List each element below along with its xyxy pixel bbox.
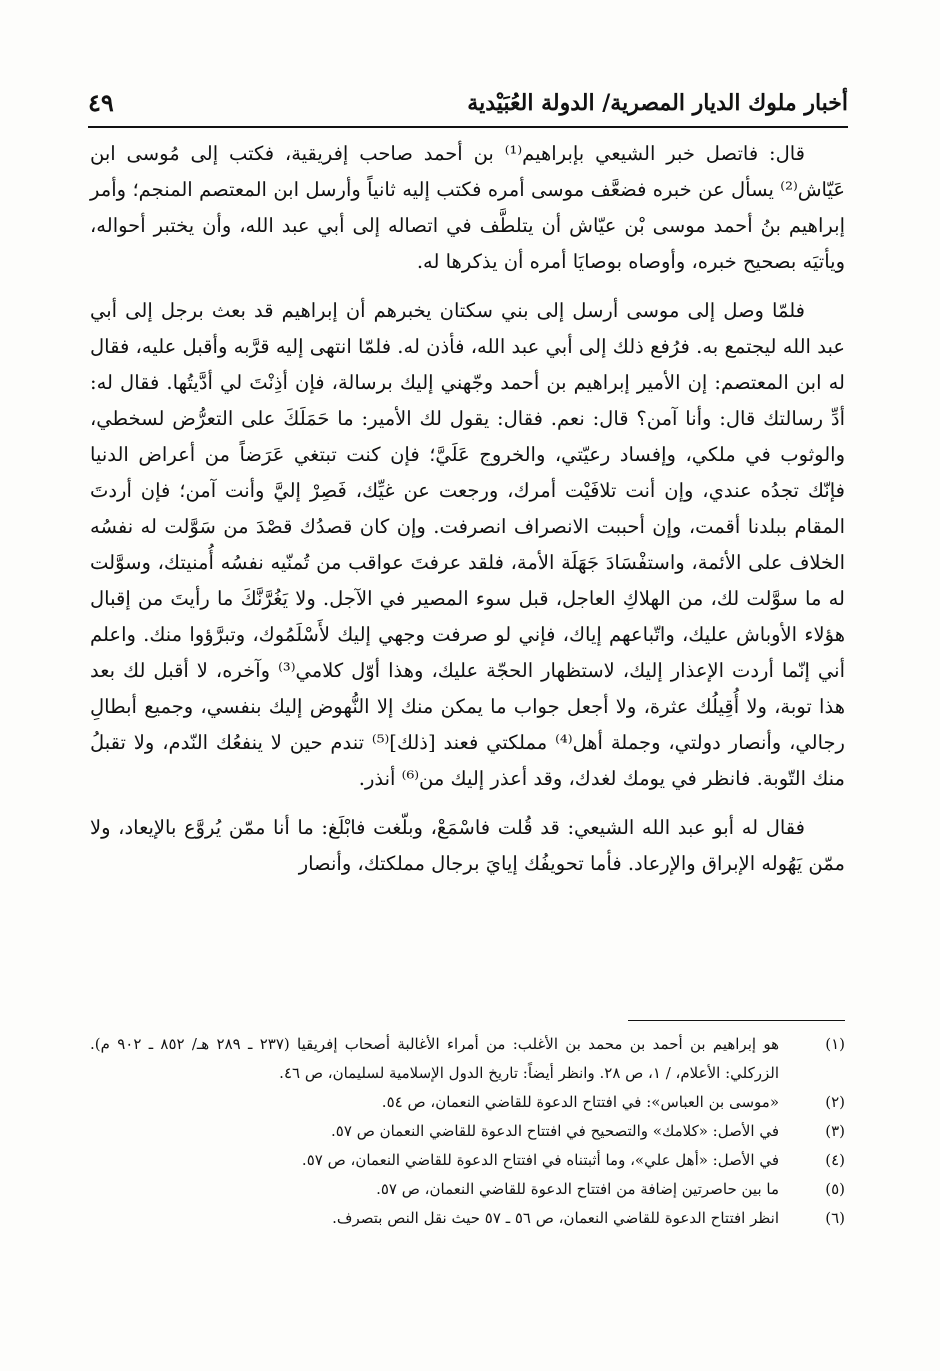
footnote-number: (٣) (825, 1122, 845, 1140)
footnote-3 (90, 1117, 845, 1146)
running-title: أخبار ملوك الديار المصرية/ الدولة العُبَيْدية (467, 90, 848, 116)
footnote-6 (90, 1204, 845, 1233)
footnote-text: هو إبراهيم بن أحمد بن محمد بن الأغلب: من أمراء الأغالبة أصحاب إفريقيا (٢٣٧ ـ ٢٨٩ هـ/ ٨٥٢ ـ ٩٠٢ م). الزركلي: الأعلام، / ١، ص ٢٨. وانظر أيضاً: تاريخ الدول الإسلامية لسليمان، ص ٤٦. (90, 1035, 779, 1082)
footnote-text: «موسى بن العباس»: في افتتاح الدعوة للقاضي النعمان، ص ٥٤. (381, 1093, 779, 1111)
footnote-2 (90, 1088, 845, 1117)
footnote-text: في الأصل: «كلامك» والتصحيح في افتتاح الدعوة للقاضي النعمان ص ٥٧. (331, 1122, 779, 1140)
footnote-1 (90, 1030, 845, 1088)
header-rule (88, 126, 848, 128)
footnote-text: انظر افتتاح الدعوة للقاضي النعمان، ص ٥٦ ـ ٥٧ حيث نقل النص بتصرف. (332, 1209, 779, 1227)
footnote-5 (90, 1175, 845, 1204)
main-text (90, 136, 845, 882)
footnotes (90, 1030, 845, 1233)
paragraph-2: فلمّا وصل إلى موسى أرسل إلى بني سكتان يخبرهم أن إبراهيم قد بعث برجل إلى أبي عبد الله ليجتمع به. فرُفع ذلك إلى أبي عبد الله، فأذن له. فلمّا انتهى إليه قرَّبه وأقبل عليه، فقال له ابن المعتصم: إن الأمير إبراهيم بن أحمد وجّهني إليك برسالة، فإن أذِنْتَ لي أدَّيتُها. فقال له: أدِّ رسالتك قال: وأنا آمن؟ قال: نعم. فقال: يقول لك الأمير: ما حَمَلَكَ على التعرُّض لسخطي، والوثوب في ملكي، وإفساد رعيّتي، والخروج عَلَيَّ؛ فإن كنت تبتغي عَرَضاً من أعراض الدنيا فإنّك تجدُه عندي، وإن أنت تلافَيْت أمرك، ورجعت عن غيِّك، فَصِرْ إليَّ وأنت آمن؛ فإن أردتَ المقام ببلدنا أقمت، وإن أحببت الانصراف انصرفت. وإن كان قصدُك قصْدَ من سَوَّلت له نفسُه الخلاف على الأئمة، واستفْسَادَ جَهَلَة الأمة، فلقد عرفتَ عواقب من تُمنّيه نفسُه أُمنيتك، وسوَّلت له ما سوَّلت لك، من الهلاكِ العاجل، قبل سوء المصير في الآجل. ولا يَغُرَّنَّكَ ما رأيتَ من إقبال هؤلاء الأوباش عليك، واتّباعهم إياك، فإني لو صرفت وجهي إليك لأَسْلَمُوك، وتبرَّؤوا منك. واعلم أني إنّما أردت الإعذار إليك، لاستظهار الحجّة عليك، وهذا أوّل كلامي⁽³⁾ وآخره، لا أقبل لك بعد هذا توبة، ولا أُقِيلُك عثرة، ولا أجعل جواب ما يمكن منك إلا النُّهوض إليك بنفسي، وجميع أبطالِ رجالي، وأنصار دولتي، وجملة أهل⁽⁴⁾ مملكتي فعند [ذلك]⁽⁵⁾ تندم حين لا ينفعُك النّدم، ولا تقبلُ منك التّوبة. فانظر في يومك لغدك، وقد أعذر إليك من⁽⁶⁾ أنذر. (90, 299, 846, 790)
running-header (88, 86, 848, 126)
footnote-number: (٤) (825, 1151, 845, 1169)
footnote-4 (90, 1146, 845, 1175)
paragraph-1: قال: فاتصل خبر الشيعي بإبراهيم⁽¹⁾ بن أحمد صاحب إفريقية، فكتب إلى مُوسى ابن عَيّاش⁽²⁾ يسأل عن خبره فضعَّف موسى أمره فكتب إليه ثانياً وأرسل ابن المعتصم المنجم؛ وأمر إبراهيم بنُ أحمد موسى بْن عيّاش أن يتلطَّف في اتصاله إلى أبي عبد الله، وأن يختبر أحواله، ويأتيَه بصحيح خبره، وأوصاه بوصايَا أمره أن يذكرها له. (90, 142, 845, 273)
footnote-separator (628, 1020, 845, 1021)
footnote-text: ما بين حاصرتين إضافة من افتتاح الدعوة للقاضي النعمان، ص ٥٧. (376, 1180, 779, 1198)
footnote-number: (٦) (825, 1209, 845, 1227)
footnote-number: (١) (825, 1035, 845, 1053)
footnote-number: (٢) (825, 1093, 845, 1111)
footnote-number: (٥) (825, 1180, 845, 1198)
paragraph-3: فقال له أبو عبد الله الشيعي: قد قُلت فاسْمَعْ، وبلّغت فابْلَغ: ما أنا ممّن يُروَّع بالإيعاد، ولا ممّن يَهُوله الإبراق والإرعاد. فأما تحويفُك إيايَ برجال مملكتك، وأنصار (90, 816, 845, 875)
footnote-text: في الأصل: «أهل علي»، وما أثبتناه في افتتاح الدعوة للقاضي النعمان، ص ٥٧. (301, 1151, 779, 1169)
page-number: ٤٩ (88, 88, 114, 117)
